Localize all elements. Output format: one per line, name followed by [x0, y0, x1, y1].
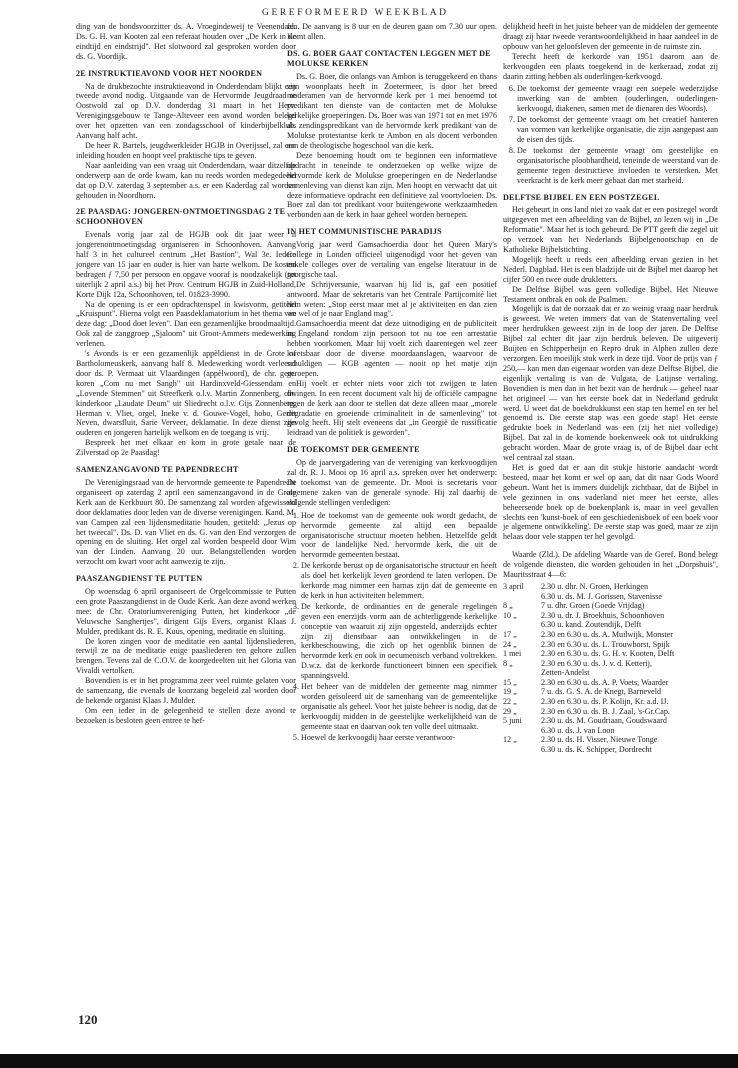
schedule-entry: 6.30 u. ds. K. Schipper, Dordrecht [541, 745, 652, 755]
schedule-row [503, 611, 674, 621]
schedule-row [503, 620, 674, 630]
paragraph: Terecht heeft de kerkorde van 1951 daarom aan de kerkvoogden een plaats toegekend in de kerkeraad, zodat zij daarin zitting hebben als ouderlingen-kerkvoogd. [503, 51, 718, 81]
schedule-row [503, 592, 674, 602]
paragraph: De heer R. Bartels, jeugdwerkleider HGJB in Overijssel, zal een inleiding houden en hoopt veel praktische tips te geven. [76, 140, 296, 160]
page-number: 120 [78, 1012, 98, 1027]
paragraph: Mogelijk heeft u reeds een afbeelding ervan gezien in het Nederl. Dagblad. Het is een bladzijde uit de Bijbel met daarop het cijfer 500 en twee oude drukletters. [503, 254, 718, 284]
schedule-entry: 2.30 en 6.30 u. ds. P. Kolijn, Kr. a.d. IJ. [541, 697, 669, 707]
schedule-date: 19 „ [503, 687, 517, 697]
paragraph: Naar aanleiding van een vraag uit Onderdendam, waar ditzelfde onderwerp aan de orde kwam, kan nu reeds worden medegedeeld dat op D.V. zaterdag 3 september a.s. er een Kaderdag zal worden gehouden in Noordhorn. [76, 160, 296, 200]
schedule-date [503, 745, 541, 755]
schedule-entry: 6.30 u. ds. M. J. Gorissen, Stavenisse [541, 591, 662, 601]
paragraph: De Verenigingsraad van de hervormde gemeente te Papendrecht organiseert op zaterdag 2 april een samenzangavond in de Grote Kerk aan de Kerkbuurt 80. De samenzang zal worden afgewisseld door deklamaties door leden van de diverse verenigingen. Kand. M. van Campen zal een lijdensmeditatie houden, getiteld: „Jezus op het tweeсal". Ds. D. van Vliet en ds. G. van den End verzorgen de opening en de sluiting. Het orgel zal worden bespeeld door Wim van der Linden. Aanvang 20 uur. Belangstellenden worden verzocht om kwart voor acht aanwezig te zijn. [76, 477, 296, 567]
schedule-date: 29 „ [503, 706, 517, 716]
column-3 [503, 22, 718, 755]
paragraph: Gamsachoerdia meent dat deze uitnodiging en de publiciteit in Engeland rondom zijn persoon tot nu toe een arrestatie hebben voorkomen. Maar hij voelt zich daarentegen wel zeer kwetsbaar door de diverse moordaanslagen, waarvoor de schuldigen — KGB agenten — nooit op het matje zijn geroepen. [287, 319, 497, 378]
schedule-date: 10 „ [503, 610, 517, 620]
schedule-date: 15 „ [503, 677, 517, 687]
paragraph: Evenals vorig jaar zal de HGJB ook dit jaar weer 'n jongerenontmoetingsdag organiseren in Schoonhoven. Aanvang half 3 in het cultureel centrum „Het Bastion", Wal 3e. Iedere jongere van 15 jaar en ouder is hier van harte welkom. De kosten bedragen ƒ 7,50 per persoon en opgave vooraf is noodzakelijk (tot uiterlijk 2 april a.s.) bij het Prov. Centrum HGJB in Zuid-Holland, Korte Dijk 12a, Schoonhoven, tel. 01823-3990. [76, 230, 296, 299]
paragraph: 's Avonds is er een gezamenlijk appèldienst in de Grote of Bartholomeuskerk, aanvang half 8. Medewerking wordt verleend door ds. P. Vermaat uit Vlaardingen (appèlwoord), de chr. gem. koren „Com nu met Sangh" uit Hardinxveld-Giessendam en „Lovende Stemmen" uit Streefkerk o.l.v. Martin Zonnenberg, chr. kinderkoor „Laudate Deum" uit Sliedrecht o.l.v. Gijs Zonnenberg, Herman v. Vliet, orgel, Ineke v. d. Gouwe-Vogel, hobo, Gerrit Neven, dwarsfluit, Sarie Verveer, deklamatie. In deze dienst zijn ouderen en jongeren hartelijk welkom en de toegang is vrij. [76, 349, 296, 438]
schedule-date [503, 726, 541, 736]
section-heading: IN HET COMMUNISTISCHE PARADIJS [287, 227, 442, 237]
schedule-date: 12 „ [503, 735, 517, 745]
paragraph: Ds. G. Boer, die onlangs van Ambon is teruggekeerd en thans zijn woonplaats heeft in Zoetermeer, is door het breed moderamen van de hervormde kerk per 1 mei benoemd tot predikant ten dienste van de contacten met de Molukse kerkelijke groeperingen. Ds. Boer was van 1971 tot en met 1976 als zendingspredikant van de hervormde kerk predikant van de Molukse protestantse kerk te Ambon en als docent verbonden aan de theologische hogeschool van die kerk. [287, 71, 497, 150]
paragraph: Op de jaarvergadering van de vereniging van kerkvoogdijen zal dr. R. J. Mooi op 16 april a.s. spreken over het onderwerp: De toekomst van de gemeente. Dr. Mooi is secretaris voor algemene zaken van de generale synode. Hij zal daarbij de volgende stellingen verdedigen: [287, 458, 497, 507]
schedule-row [503, 697, 674, 707]
paragraph: Het is goed dat er aan dit stukje historie aandacht wordt besteed, maar het komt er wel op aan, dat dit naar Gods Woord gebeurt. Want het is immers duidelijk zichtbaar, dat de Bijbel in vele gezinnen in ons vaderland niet meer het eerste, alles beheersende boek op de boekenplank is, maar in veel gevallen slechts een 'kunst-boek of een geschiedenisboek of een boek voor je algemene ontwikkeling'. De eerste stap was goed, maar ze zijn helaas door vele stappen ter hel gevolgd. [503, 462, 718, 542]
paragraph: Het gebeurt in ons land niet zo vaak dat er een postzegel wordt uitgegeven met een afbeelding van de Bijbel, zo lezen wij in „De Reformatie". Maar het is toch gebeurd. De PTT geeft die zegel uit op verzoek van het Nederlands Bijbelgenootschap en de Katholieke Bijbelstichting. [503, 205, 718, 255]
schedule-date [503, 592, 541, 602]
section-heading: 2E INSTRUKTIEAVOND VOOR HET NOORDEN [76, 68, 263, 78]
paragraph: De Schrijversunie, waarvan hij lid is, gaf een positief antwoord. Maar de sekretaris van het Centrale Partijcomité liet hem weten: „Stop eerst maar met al je aktiviteiten en dan zien we wel of je naar England mag". [287, 279, 497, 319]
schedule-row [503, 659, 674, 669]
paragraph: De koren zingen voor de meditatie een aantal lijdensliederen, terwijl ze na de meditatie enige paasliederen ten gehore zullen brengen. Tevens zal de C.O.V. de koorgedeelten uit het Gloria van Vivaldi vertolken. [76, 636, 296, 676]
schedule-row [503, 582, 674, 592]
schedule-row [503, 716, 674, 726]
schedule-entry: 2.30 u. ds. M. Goudriaan, Goudswaard [541, 716, 667, 726]
schedule-date [503, 668, 541, 678]
thesis-list [287, 511, 497, 743]
schedule-entry: 2.30 en 6.30 u. ds. A. P. Voets, Waarder [541, 677, 669, 687]
schedule-entry: 2.30 en 6.30 u. ds. B. J. Zaal, 's-Gr.Cap. [541, 706, 670, 716]
paragraph: De Delftse Bijbel was geen volledige Bijbel. Het Nieuwe Testament ontbrak en ook de Psalmen. [503, 284, 718, 304]
page-header: GEREFORMEERD WEEKBLAD [262, 8, 449, 18]
paragraph: delijkheid heeft in het juiste beheer van de middelen der gemeente draagt zij haar tweede verantwoordelijkheid in haar aandeel in de opbouw van het geloofsleven der gemeente in de ruimste zin. [503, 22, 718, 51]
list-item: 7. De toekomst der gemeente vraagt om het creatief hanteren van vormen van kerkelijke organisatie, die zijn aangepast aan de eisen des tijds. [517, 115, 718, 145]
section-heading: PAASZANGDIENST TE PUTTEN [76, 574, 203, 584]
paragraph: Om een ieder in de gelegenheid te stellen deze avond te bezoeken is besloten geen entree te hef- [76, 705, 296, 725]
schedule-date: 8 „ [503, 601, 513, 611]
schedule-row [503, 726, 674, 736]
list-item: 1. Hoe de toekomst van de gemeente ook wordt gedacht, de hervormde gemeente zal altijd een bepaalde organisatorische structuur moeten hebben. Hetzelfde geldt voor de landelijke Ned. hervormde kerk, die uit de hervormde gemeenten bestaat. [301, 511, 497, 561]
schedule-entry: 2.30 en 6.30 u. ds. L. Trouwborst, Spijk [541, 639, 670, 649]
schedule-entry: 2.30 u. dr. J. Broekhuis, Schoonhoven [541, 610, 665, 620]
section-heading: 2E PAASDAG: JONGEREN-ONTMOETINGSDAG 2 TE SCHOONHOVEN [76, 207, 286, 227]
section-heading: SAMENZANGAVOND TE PAPENDRECHT [76, 465, 239, 475]
paragraph: Hij voelt er echter niets voor zich tot zwijgen te laten dwingen. In een recent document valt hij de officiële campagne tegen de kerk aan door te stellen dat deze alleen maar „morele degradatie en groeiende criminaliteit in de samenleving" tot gevolg heeft. Hij stelt eveneens dat „in Georgië de russificatie leidraad van de politiek is geworden". [287, 378, 497, 438]
column-1 [76, 22, 296, 726]
schedule-entry: 2.30 u. ds. H. Visser, Nieuwe Tonge [541, 735, 658, 745]
schedule-date: 8 „ [503, 658, 513, 668]
schedule-row [503, 745, 674, 755]
paragraph: Op woensdag 6 april organiseert de Orgelcommissie te Putten een grote Paaszangdienst in de Oude Kerk. Aan deze avond werken mee: de Chr. Oratoriumvereniging Putten, het kinderkoor „de Veluwsche Sanghertjes", dirigent Gijs Evers, organist Klaas J. Mulder, predikant ds. R. E. Kuus, opening, meditatie en sluiting. [76, 587, 296, 636]
section-heading: DS. G. BOER GAAT CONTACTEN LEGGEN MET DE MOLUKSE KERKEN [287, 48, 491, 68]
schedule-row [503, 640, 674, 650]
schedule-entry: 2.30 u. dhr. N. Groen, Herkingen [541, 581, 648, 591]
schedule-entry: 7 u. ds. G. S. A. de Knegt, Barneveld [541, 687, 662, 697]
schedule-date: 5 juni [503, 716, 522, 726]
paragraph: Bespreek het met elkaar en kom in grote getale naar de Zilverstad op 2e Paasdag! [76, 438, 296, 458]
list-item: 3. De kerkorde, de ordinanties en de generale regelingen geven een enerzijds vorm aan de achterliggende kerkelijke conceptie van waaruit zij zijn opgesteld, anderzijds echter zijn zij dienstbaar aan ontwikkelingen in de kerkbeschouwing, die zich op het ogenblik binnen de hervormde kerk en ook in oecumenisch verband voltrekken. D.w.z. dat de kerkorde functioneert binnen een specifiek spanningsveld. [301, 602, 497, 681]
schedule-date: 17 „ [503, 629, 517, 639]
list-item: 4. Het beheer van de middelen der gemeente mag nimmer worden geïsoleerd uit de samenhang van de gemeentelijke organisatie als geheel. Voor het juiste beheer is nodig, dat de kerkvoogdij midden in de geestelijke werkelijkheid van de gemeente staat en daarvan ook ten volle deel uitmaakt. [301, 682, 497, 732]
list-item: 6. De toekomst der gemeente vraagt een soepele wederzijdse inwerking van de ambten (ouderlingen, ouderlingen-kerkvoogd, diakenen, samen met de dienaren des Woords). [517, 84, 718, 114]
schedule-entry: 6.30 u. kand. Zoutendijk, Delft [541, 620, 642, 630]
paragraph: Mogelijk is dat de oorzaak dat er zo weinig vraag naar herdruk is geweest. We weten immers dat van de Statenvertaling veel meer herdrukken geweest zijn in de loop der jaren. De Delftse Bijbel zal echter dit jaar zijn herdruk beleven. De uitgeverij Buijten en Schipperheijn en Repro druk in Alphen zullen deze verzorgen. Een moeilijk stuk werk in deze tijd. Voor de prijs van ƒ 250,— kan men dan eigenaar worden van deze Delftse Bijbel, die eigenlijk vertaling is van de Vulgata, de Latijnse vertaling. Bovendien is men dan in het bezit van de herdruk — geheel naar het origineel — van het eerste boek dat in Nederland gedrukt werd. U weet dat de boekdrukkunst een stap ten hemel en ter hel genoemd is. Die eerste stap was een goede stap! Het eerste gedrukte boek in Nederland was een (zij het niet volledige) Bijbel. Dat zal in de komende boekenweek ook tot uitdrukking gebracht worden. Maar de grote vraag is, of de Bijbel daar echt wel centraal zal staan. [503, 304, 718, 463]
bottom-bar [0, 1054, 738, 1068]
schedule-entry: Zetten-Andelst [541, 668, 590, 678]
paragraph: Na de opening is er een opdrachtenspel in kwisvorm, getiteld „Kruispunt". Hierna volgt een Paasdeklamatorium in het thema van deze dag: „Dood doet leven". Dan een gezamenlijke broodmaaltijd. Ook zal de zanggroep „Sjaloom" uit Groot-Ammers medewerking verlenen. [76, 299, 296, 349]
schedule-entry: 2.30 en 6.30 u. ds. G. H. v. Kooten, Delft [541, 649, 675, 659]
list-item: 8. De toekomst der gemeente vraagt om geestelijke en organisatorische ploobhardheid, teneinde de weerstand van de gemeente tegen destructieve invloeden te versterken. Met veerkracht is de kerk meer gebaat dan met starheid. [517, 146, 718, 186]
schedule-entry: 6.30 u. ds. J. van Loon [541, 725, 615, 735]
section-heading: DELFTSE BIJBEL EN EEN POSTZEGEL [503, 192, 660, 202]
schedule-date: 22 „ [503, 697, 517, 707]
paragraph: ding van de bondsvoorzitter ds. A. Vroegindeweij te Veenendaal. Ds. G. H. van Kooten zal een referaat houden over „De Kerk in de eindtijd en eindstrijd". Het slotwoord zal gesproken worden door ds. G. Voordijk. [76, 22, 296, 61]
section-heading: DE TOEKOMST DER GEMEENTE [287, 445, 420, 455]
list-item: 2. De kerkorde berust op de organisatorische structuur en heeft als doel het kerkelijk leven geordend te laten verlopen. De kerkorde mag nimmer een harnas zijn dat de gemeente en de kerk in hun activiteiten belemmert. [301, 561, 497, 601]
schedule-entry: 2.30 en 6.30 u. ds. J. v. d. Ketterij, [541, 658, 652, 668]
schedule-date: 1 mei [503, 649, 522, 659]
schedule-row [503, 678, 674, 688]
schedule-date: 24 „ [503, 639, 517, 649]
paragraph: Vorig jaar werd Gamsachoerdia door het Queen Mary's College in Londen officieel uitgenodigd voor het geven van enkele colleges over de vertaling van engelse literatuur in de georgische taal. [287, 240, 497, 279]
schedule-row [503, 687, 674, 697]
paragraph: Bovendien is er in het programma zeer veel ruimte gelaten voor de samenzang, die evenals de koorzang begeleid zal worden door de bekende organist Klaas J. Mulder. [76, 676, 296, 705]
list-item: 5. Hoewel de kerkvoogdij haar eerste verantwoor- [301, 733, 497, 743]
thesis-list-continued [503, 84, 718, 185]
paragraph: Na de drukbezochte instruktieavond in Onderdendam blijkt een tweede avond nodig. Uitgaande van de Hervormde Jeugdraad te Oostwold zal op D.V. donderdag 31 maart in het Herv. Verenigingsgebouw te Tange-Altevеer een avond worden belegd over het opzetten van een zondagsschool of kinderbijbelklub. Aanvang half acht. [76, 81, 296, 141]
paragraph: Waarde (Zld.). De afdeling Waarde van de Geref. Bond belegt de volgende diensten, die worden gehouden in het „Dorpshuis", Mauritsstraat 4—6: [503, 550, 718, 580]
schedule-date [503, 620, 541, 630]
schedule-row [503, 735, 674, 745]
schedule-entry: 7 u. dhr. Groen (Goede Vrijdag) [541, 601, 645, 611]
schedule-row [503, 601, 674, 611]
schedule-entry: 2.30 en 6.30 u. ds. A. Muilwijk, Monster [541, 629, 673, 639]
schedule-date: 3 april [503, 581, 524, 591]
schedule-row [503, 649, 674, 659]
schedule-row [503, 668, 674, 678]
schedule-row [503, 630, 674, 640]
service-schedule [503, 582, 674, 755]
paragraph: Deze benoeming houdt om te beginnen een informatieve opdracht in teneinde te onderzoeken op welke wijze de hervormde kerk de Molukse groeperingen en de Nederlandse samenleving van dienst kan zijn. Men hoopt en verwacht dat uit deze informatieve opdracht een definitieve zal voortvloeien. Ds. Boer zal dan tot predikant voor buitengewone werkzaamheden verbonden aan de kerk in haar geheel worden beroepen. [287, 150, 497, 220]
column-2 [287, 22, 497, 744]
paragraph: fen. De aanvang is 8 uur en de deuren gaan om 7.30 uur open. Komt allen. [287, 22, 497, 41]
schedule-row [503, 707, 674, 717]
